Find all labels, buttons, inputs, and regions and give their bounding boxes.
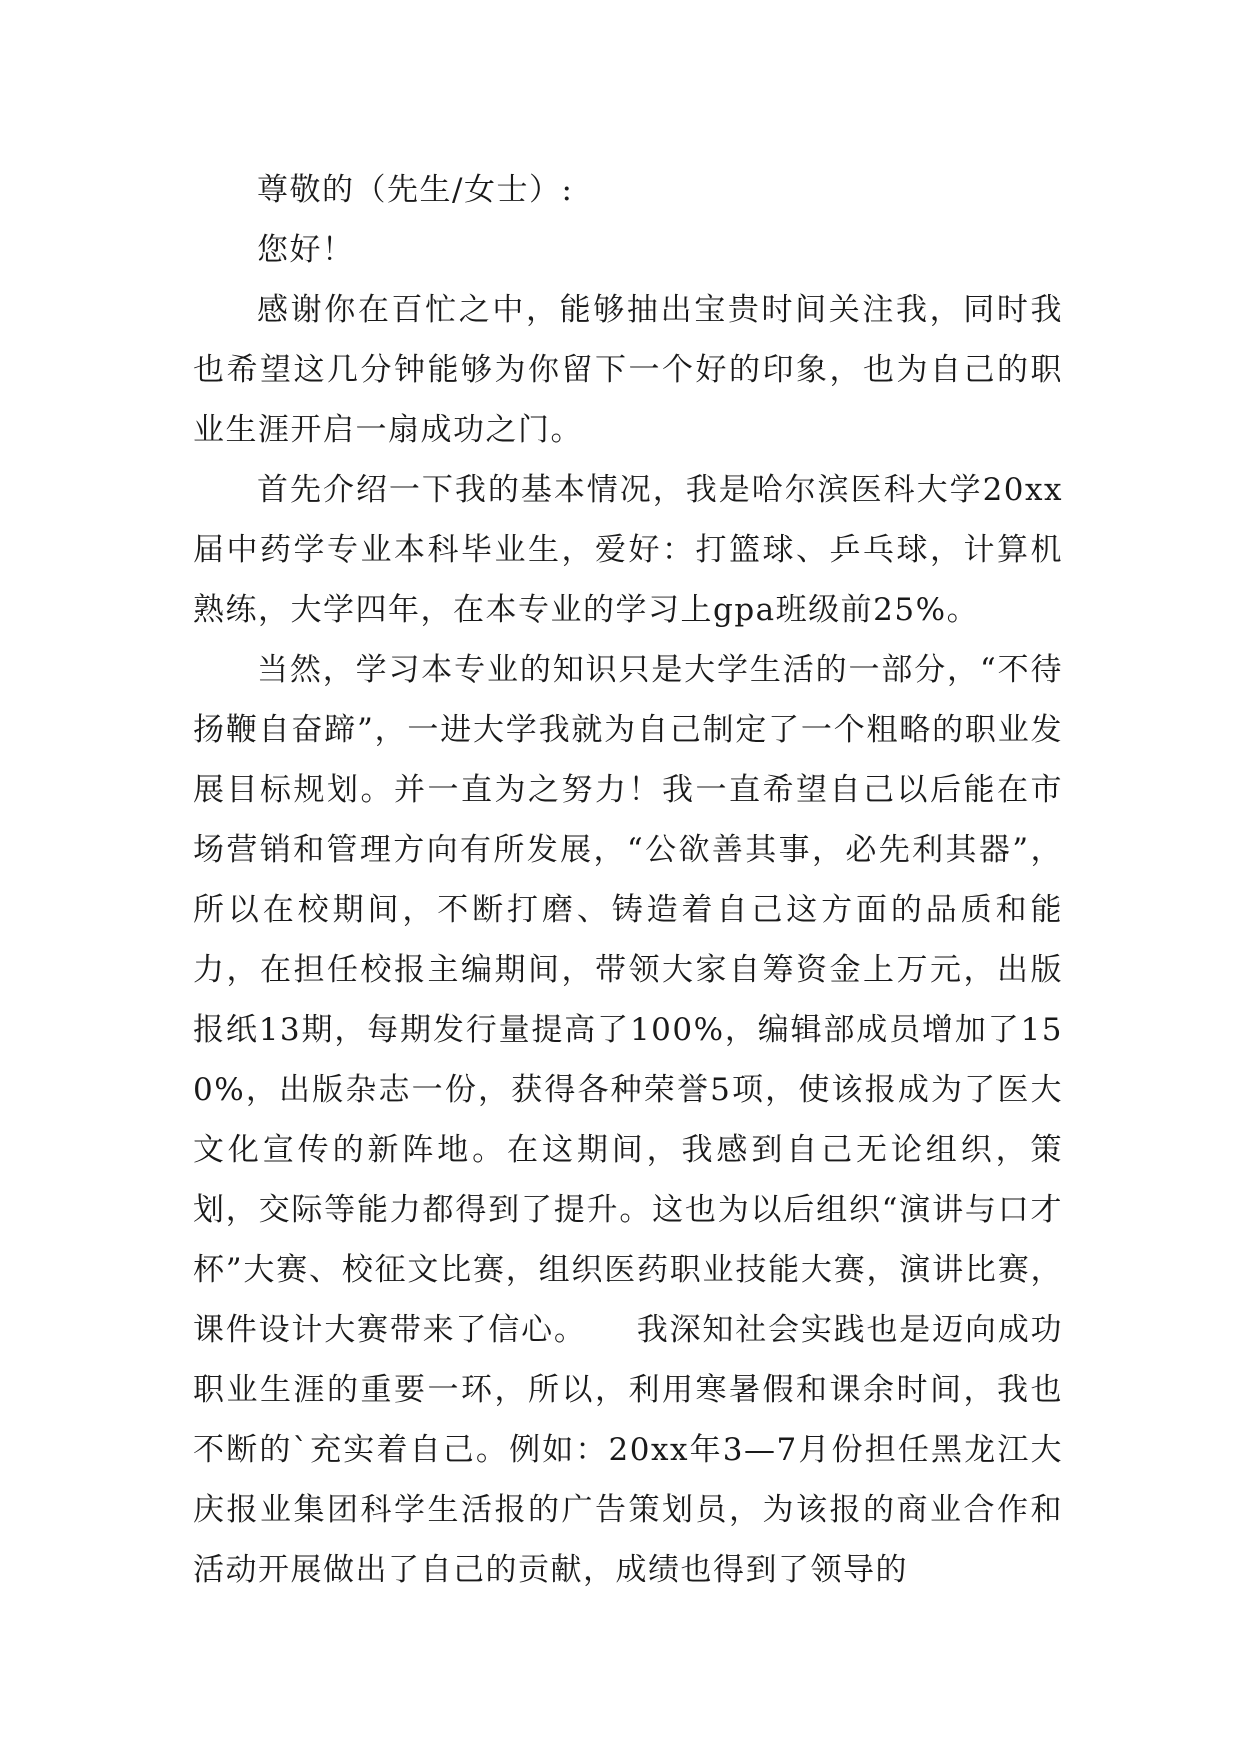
paragraph-experience: 当然，学习本专业的知识只是大学生活的一部分，“不待扬鞭自奋蹄”，一进大学我就为自己制定了一个粗略的职业发展目标规划。并一直为之努力！我一直希望自己以后能在市场营销和管理方向有所发展，“公欲善其事，必先利其器”，所以在校期间，不断打磨、铸造着自己这方面的品质和能力，在担任校报主编期间，带领大家自筹资金上万元，出版报纸13期，每期发行量提高了100%，编辑部成员增加了150%，出版杂志一份，获得各种荣誉5项，使该报成为了医大文化宣传的新阵地。在这期间，我感到自己无论组织，策划，交际等能力都得到了提升。这也为以后组织“演讲与口才杯”大赛、校征文比赛，组织医药职业技能大赛，演讲比赛，课件设计大赛带来了信心。 我深知社会实践也是迈向成功职业生涯的重要一环，所以，利用寒暑假和课余时间，我也不断的`充实着自己。例如：20xx年3—7月份担任黑龙江大庆报业集团科学生活报的广告策划员，为该报的商业合作和活动开展做出了自己的贡献，成绩也得到了领导的 [193,652,1063,1588]
letter-body [193,160,1063,1600]
salutation: 尊敬的（先生/女士）: [257,172,574,208]
paragraph-introduction: 首先介绍一下我的基本情况，我是哈尔滨医科大学20xx届中药学专业本科毕业生，爱好：打篮球、乒乓球，计算机熟练，大学四年，在本专业的学习上gpa班级前25%。 [193,472,1063,628]
greeting: 您好！ [257,232,355,268]
paragraph-thanks: 感谢你在百忙之中，能够抽出宝贵时间关注我，同时我也希望这几分钟能够为你留下一个好的印象，也为自己的职业生涯开启一扇成功之门。 [193,292,1063,448]
